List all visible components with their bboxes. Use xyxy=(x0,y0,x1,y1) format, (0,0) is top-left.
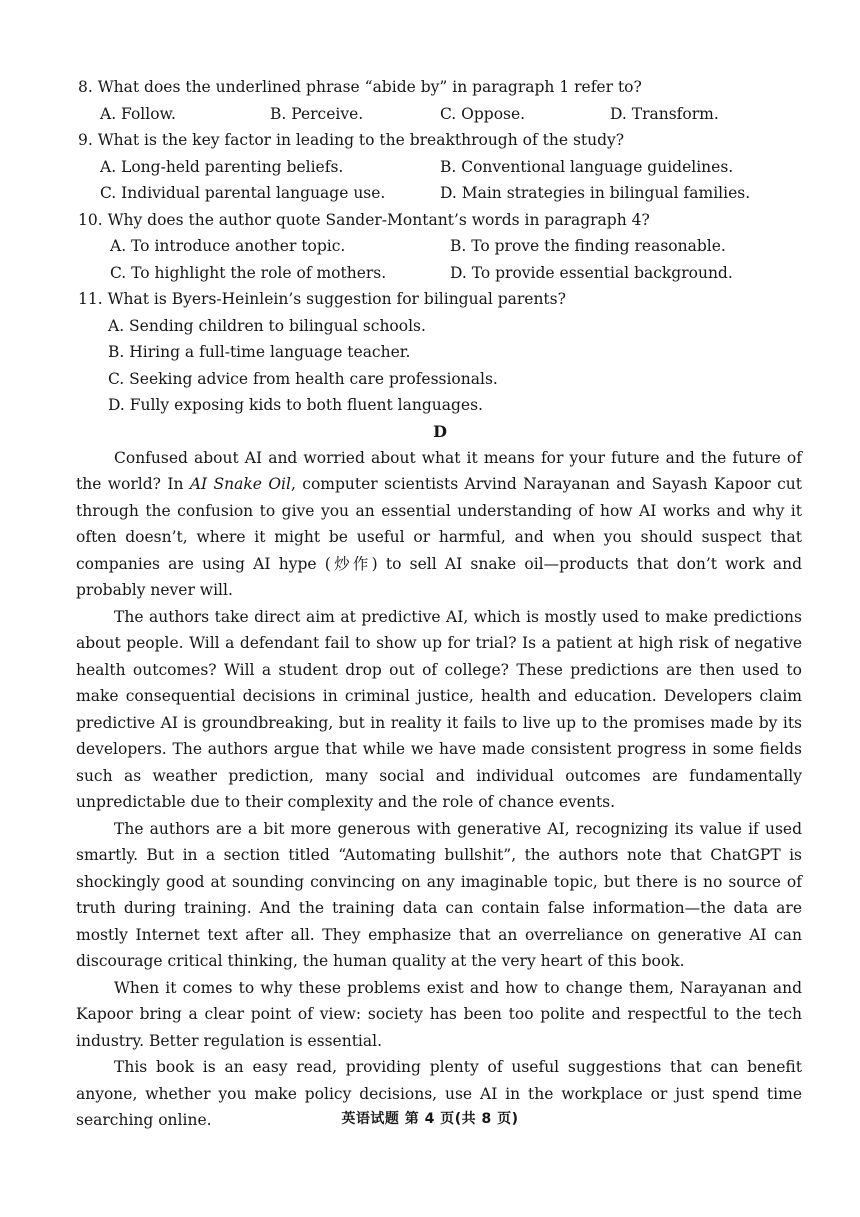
option-row xyxy=(78,260,802,287)
option-b: B. To prove the finding reasonable. xyxy=(450,237,726,255)
passage-paragraph-5: This book is an easy read, providing plenty of useful suggestions that can benefit anyone, whether you make policy decisions, use AI in the workplace or just spend time searching online. xyxy=(76,1058,802,1129)
option-d: D. Fully exposing kids to both fluent languages. xyxy=(108,396,483,414)
option-d: D. To provide essential background. xyxy=(450,263,733,282)
option-c: C. Individual parental language use. xyxy=(100,184,386,202)
option-a: A. Follow. xyxy=(100,104,176,123)
section-heading: D xyxy=(433,421,447,441)
option-row xyxy=(78,180,802,207)
passage-paragraph-2: The authors take direct aim at predictive AI, which is mostly used to make predictions about people. Will a defendant fail to show up for trial? Is a patient at high risk of negative health outcomes? Will a student drop out of college? These predictions are then used to make consequential decisions in criminal justice, health and education. Developers claim predictive AI is groundbreaking, but in reality it fails to live up to the promises made by its developers. The authors argue that while we have made consistent progress in some fields such as weather prediction, many social and individual outcomes are fundamentally unpredictable due to their complexity and the role of chance events. xyxy=(76,607,802,811)
option-b: B. Conventional language guidelines. xyxy=(440,157,734,176)
option-b: B. Perceive. xyxy=(270,104,364,123)
reading-passage xyxy=(76,445,802,1134)
question-stem: 8. What does the underlined phrase “abide by” in paragraph 1 refer to? xyxy=(78,78,642,96)
book-title: AI Snake Oil xyxy=(189,475,291,493)
option-row xyxy=(78,154,802,181)
paragraph-text: Confused about AI and worried about what it means for your future and the future of the world? In xyxy=(76,448,802,493)
option-row xyxy=(78,233,802,260)
question-11 xyxy=(78,286,802,419)
paragraph-text: , computer scientists Arvind Narayanan and Sayash Kapoor cut through the confusion to give you an essential understanding of how AI works and why it often doesn’t, where it might be useful or harmful, and when you should suspect that companies are using AI hype (炒作) to sell AI snake oil—products that don’t work and probably never will. xyxy=(76,475,803,599)
passage-paragraph-1 xyxy=(76,445,802,604)
option-c: C. To highlight the role of mothers. xyxy=(110,263,387,282)
option-b: B. Hiring a full-time language teacher. xyxy=(108,343,411,361)
question-stem: 11. What is Byers-Heinlein’s suggestion for bilingual parents? xyxy=(78,290,566,308)
question-10 xyxy=(78,207,802,287)
question-9 xyxy=(78,127,802,207)
question-8 xyxy=(78,74,802,127)
passage-paragraph-4: When it comes to why these problems exist and how to change them, Narayanan and Kapoor bring a clear point of view: society has been too polite and respectful to the tech industry. Better regulation is essential. xyxy=(76,978,802,1050)
question-stem: 9. What is the key factor in leading to the breakthrough of the study? xyxy=(78,131,625,149)
option-c: C. Oppose. xyxy=(440,104,526,123)
question-stem: 10. Why does the author quote Sander-Montant’s words in paragraph 4? xyxy=(78,210,650,229)
question-list xyxy=(78,74,802,419)
option-d: D. Main strategies in bilingual families. xyxy=(440,184,751,202)
option-row xyxy=(78,101,802,128)
option-a: A. To introduce another topic. xyxy=(110,237,346,255)
option-c: C. Seeking advice from health care professionals. xyxy=(108,369,498,388)
passage-paragraph-3: The authors are a bit more generous with generative AI, recognizing its value if used smartly. But in a section titled “Automating bullshit”, the authors note that ChatGPT is shockingly good at sounding convincing on any imaginable topic, but there is no source of truth during training. And the training data can contain false information—the data are mostly Internet text after all. They emphasize that an overreliance on generative AI can discourage critical thinking, the human quality at the very heart of this book. xyxy=(76,819,802,970)
option-d: D. Transform. xyxy=(610,104,719,123)
option-a: A. Sending children to bilingual schools. xyxy=(108,316,426,335)
option-a: A. Long-held parenting beliefs. xyxy=(100,157,344,176)
page-footer: 英语试题 第 4 页(共 8 页) xyxy=(341,1111,519,1127)
